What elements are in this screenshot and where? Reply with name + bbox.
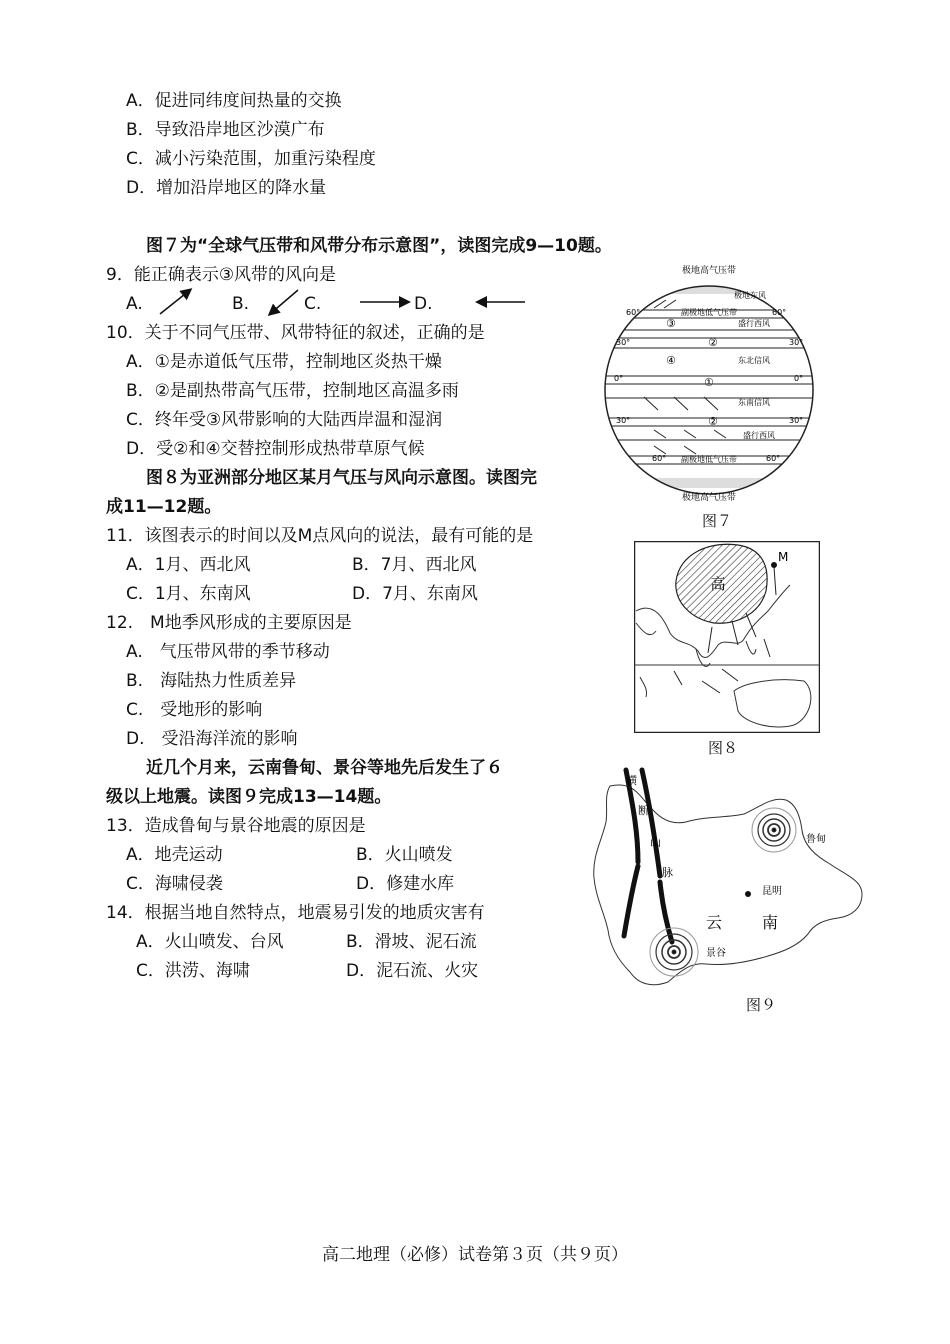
fig7-lat-0-r: 0° bbox=[794, 374, 804, 383]
q13-option-a: A．地壳运动 bbox=[126, 845, 223, 865]
fig8-m-label: M bbox=[778, 550, 789, 564]
fig8-intro-1: 图８为亚洲部分地区某月气压与风向示意图。读图完 bbox=[146, 468, 537, 488]
fig7-band-polar-east: 极地东风 bbox=[734, 291, 766, 300]
q11-option-c: C．1月、东南风 bbox=[126, 584, 251, 604]
fig7-lat-60n-r: 60° bbox=[772, 308, 787, 317]
q11-option-b: B．7月、西北风 bbox=[352, 555, 477, 575]
fig7-band-westerly-s: 盛行西风 bbox=[743, 431, 775, 440]
fig7-lat-30s-l: 30° bbox=[616, 416, 631, 425]
q12-option-c: C. 受地形的影响 bbox=[126, 700, 263, 720]
fig7-band-subpolar-s: 副极地低气压带 bbox=[681, 455, 737, 464]
q14-option-d: D．泥石流、火灾 bbox=[346, 961, 479, 981]
q9-arrows bbox=[150, 284, 550, 320]
fig7-top-label: 极地高气压带 bbox=[681, 266, 737, 276]
arrow-b bbox=[270, 290, 298, 314]
fig7-circled-1: ① bbox=[704, 376, 714, 389]
q13-option-b: B．火山喷发 bbox=[356, 845, 453, 865]
fig7-band-ne-trade: 东北信风 bbox=[738, 356, 770, 365]
q13-stem: 13．造成鲁甸与景谷地震的原因是 bbox=[106, 816, 366, 836]
fig7-intro: 图７为“全球气压带和风带分布示意图”，读图完成9—10题。 bbox=[146, 236, 612, 256]
q8-option-c: C．减小污染范围，加重污染程度 bbox=[126, 149, 376, 169]
q14-option-c: C．洪涝、海啸 bbox=[136, 961, 250, 981]
q10-option-c: C．终年受③风带影响的大陆西岸温和湿润 bbox=[126, 410, 443, 430]
q9-label-a: A. bbox=[126, 294, 143, 314]
q12-stem: 12. M地季风形成的主要原因是 bbox=[106, 613, 352, 633]
fig7-lat-30n-r: 30° bbox=[789, 338, 804, 347]
fig7-band-se-trade: 东南信风 bbox=[738, 398, 770, 407]
q8-option-d: D．增加沿岸地区的降水量 bbox=[126, 178, 327, 198]
page-footer: 高二地理（必修）试卷第３页（共９页） bbox=[322, 1245, 628, 1265]
q9-label-d: D. bbox=[414, 294, 433, 314]
q9-label-c: C. bbox=[304, 294, 322, 314]
q12-option-d: D. 受沿海洋流的影响 bbox=[126, 729, 298, 749]
fig9-epicenter-ludian bbox=[752, 808, 796, 852]
q9-stem: 9．能正确表示③风带的风向是 bbox=[106, 265, 337, 285]
arrow-a bbox=[160, 290, 190, 314]
fig9-city-ludian: 鲁甸 bbox=[806, 834, 826, 845]
fig9-intro-2: 级以上地震。读图９完成13—14题。 bbox=[106, 787, 392, 807]
fig7-lat-60s-l: 60° bbox=[652, 454, 667, 463]
fig9-point-kunming bbox=[745, 891, 751, 897]
fig9-mountain-char-1: 横 bbox=[626, 774, 637, 787]
fig7-caption: 图７ bbox=[702, 512, 733, 530]
fig9-mountain-char-4: 脉 bbox=[662, 866, 673, 879]
fig7-lat-30s-r: 30° bbox=[789, 416, 804, 425]
fig7-band-westerly-n: 盛行西风 bbox=[738, 319, 770, 328]
fig7-lat-0-l: 0° bbox=[614, 374, 624, 383]
fig7-lat-60s-r: 60° bbox=[766, 454, 781, 463]
q9-label-b: B. bbox=[232, 294, 250, 314]
q12-option-b: B. 海陆热力性质差异 bbox=[126, 671, 297, 691]
fig9-province-char-2: 南 bbox=[762, 913, 779, 932]
fig8-intro-2: 成11—12题。 bbox=[106, 497, 222, 517]
fig9-province-char-1: 云 bbox=[706, 913, 723, 932]
fig9-city-kunming: 昆明 bbox=[762, 886, 782, 897]
fig9-city-jinggu: 景谷 bbox=[706, 948, 726, 959]
fig7-band-subpolar-n: 副极地低气压带 bbox=[681, 308, 737, 317]
fig8-caption: 图８ bbox=[708, 739, 739, 757]
q10-option-b: B．②是副热带高气压带，控制地区高温多雨 bbox=[126, 381, 459, 401]
fig7-bottom-label: 极地高气压带 bbox=[681, 493, 737, 503]
q11-option-d: D．7月、东南风 bbox=[352, 584, 478, 604]
fig7-lat-30n-l: 30° bbox=[616, 338, 631, 347]
q14-option-b: B．滑坡、泥石流 bbox=[346, 932, 477, 952]
q10-stem: 10．关于不同气压带、风带特征的叙述，正确的是 bbox=[106, 323, 485, 343]
fig8-map bbox=[634, 541, 820, 733]
q12-option-a: A. 气压带风带的季节移动 bbox=[126, 642, 330, 662]
fig9-caption: 图９ bbox=[746, 996, 777, 1014]
fig7-diagram bbox=[604, 262, 814, 508]
fig7-circled-3: ③ bbox=[666, 317, 676, 330]
q11-stem: 11．该图表示的时间以及M点风向的说法，最有可能的是 bbox=[106, 526, 534, 546]
fig7-circled-2n: ② bbox=[708, 336, 718, 349]
fig7-lat-60n-l: 60° bbox=[626, 308, 641, 317]
fig7-circled-2s: ② bbox=[708, 415, 718, 428]
q10-option-a: A．①是赤道低气压带，控制地区炎热干燥 bbox=[126, 352, 442, 372]
q8-option-b: B．导致沿岸地区沙漠广布 bbox=[126, 120, 325, 140]
fig9-intro-1: 近几个月来，云南鲁甸、景谷等地先后发生了６ bbox=[146, 758, 503, 778]
q14-stem: 14．根据当地自然特点，地震易引发的地质灾害有 bbox=[106, 903, 485, 923]
fig8-high-label: 高 bbox=[710, 575, 726, 593]
fig9-map bbox=[576, 766, 872, 990]
q11-option-a: A．1月、西北风 bbox=[126, 555, 251, 575]
q13-option-c: C．海啸侵袭 bbox=[126, 874, 223, 894]
q8-option-a: A．促进同纬度间热量的交换 bbox=[126, 91, 342, 111]
fig9-mountain-char-2: 断 bbox=[638, 804, 649, 817]
q13-option-d: D．修建水库 bbox=[356, 874, 455, 894]
fig7-circled-4: ④ bbox=[666, 354, 676, 367]
fig9-mountain-char-3: 山 bbox=[650, 836, 661, 849]
q14-option-a: A．火山喷发、台风 bbox=[136, 932, 284, 952]
q10-option-d: D．受②和④交替控制形成热带草原气候 bbox=[126, 439, 425, 459]
